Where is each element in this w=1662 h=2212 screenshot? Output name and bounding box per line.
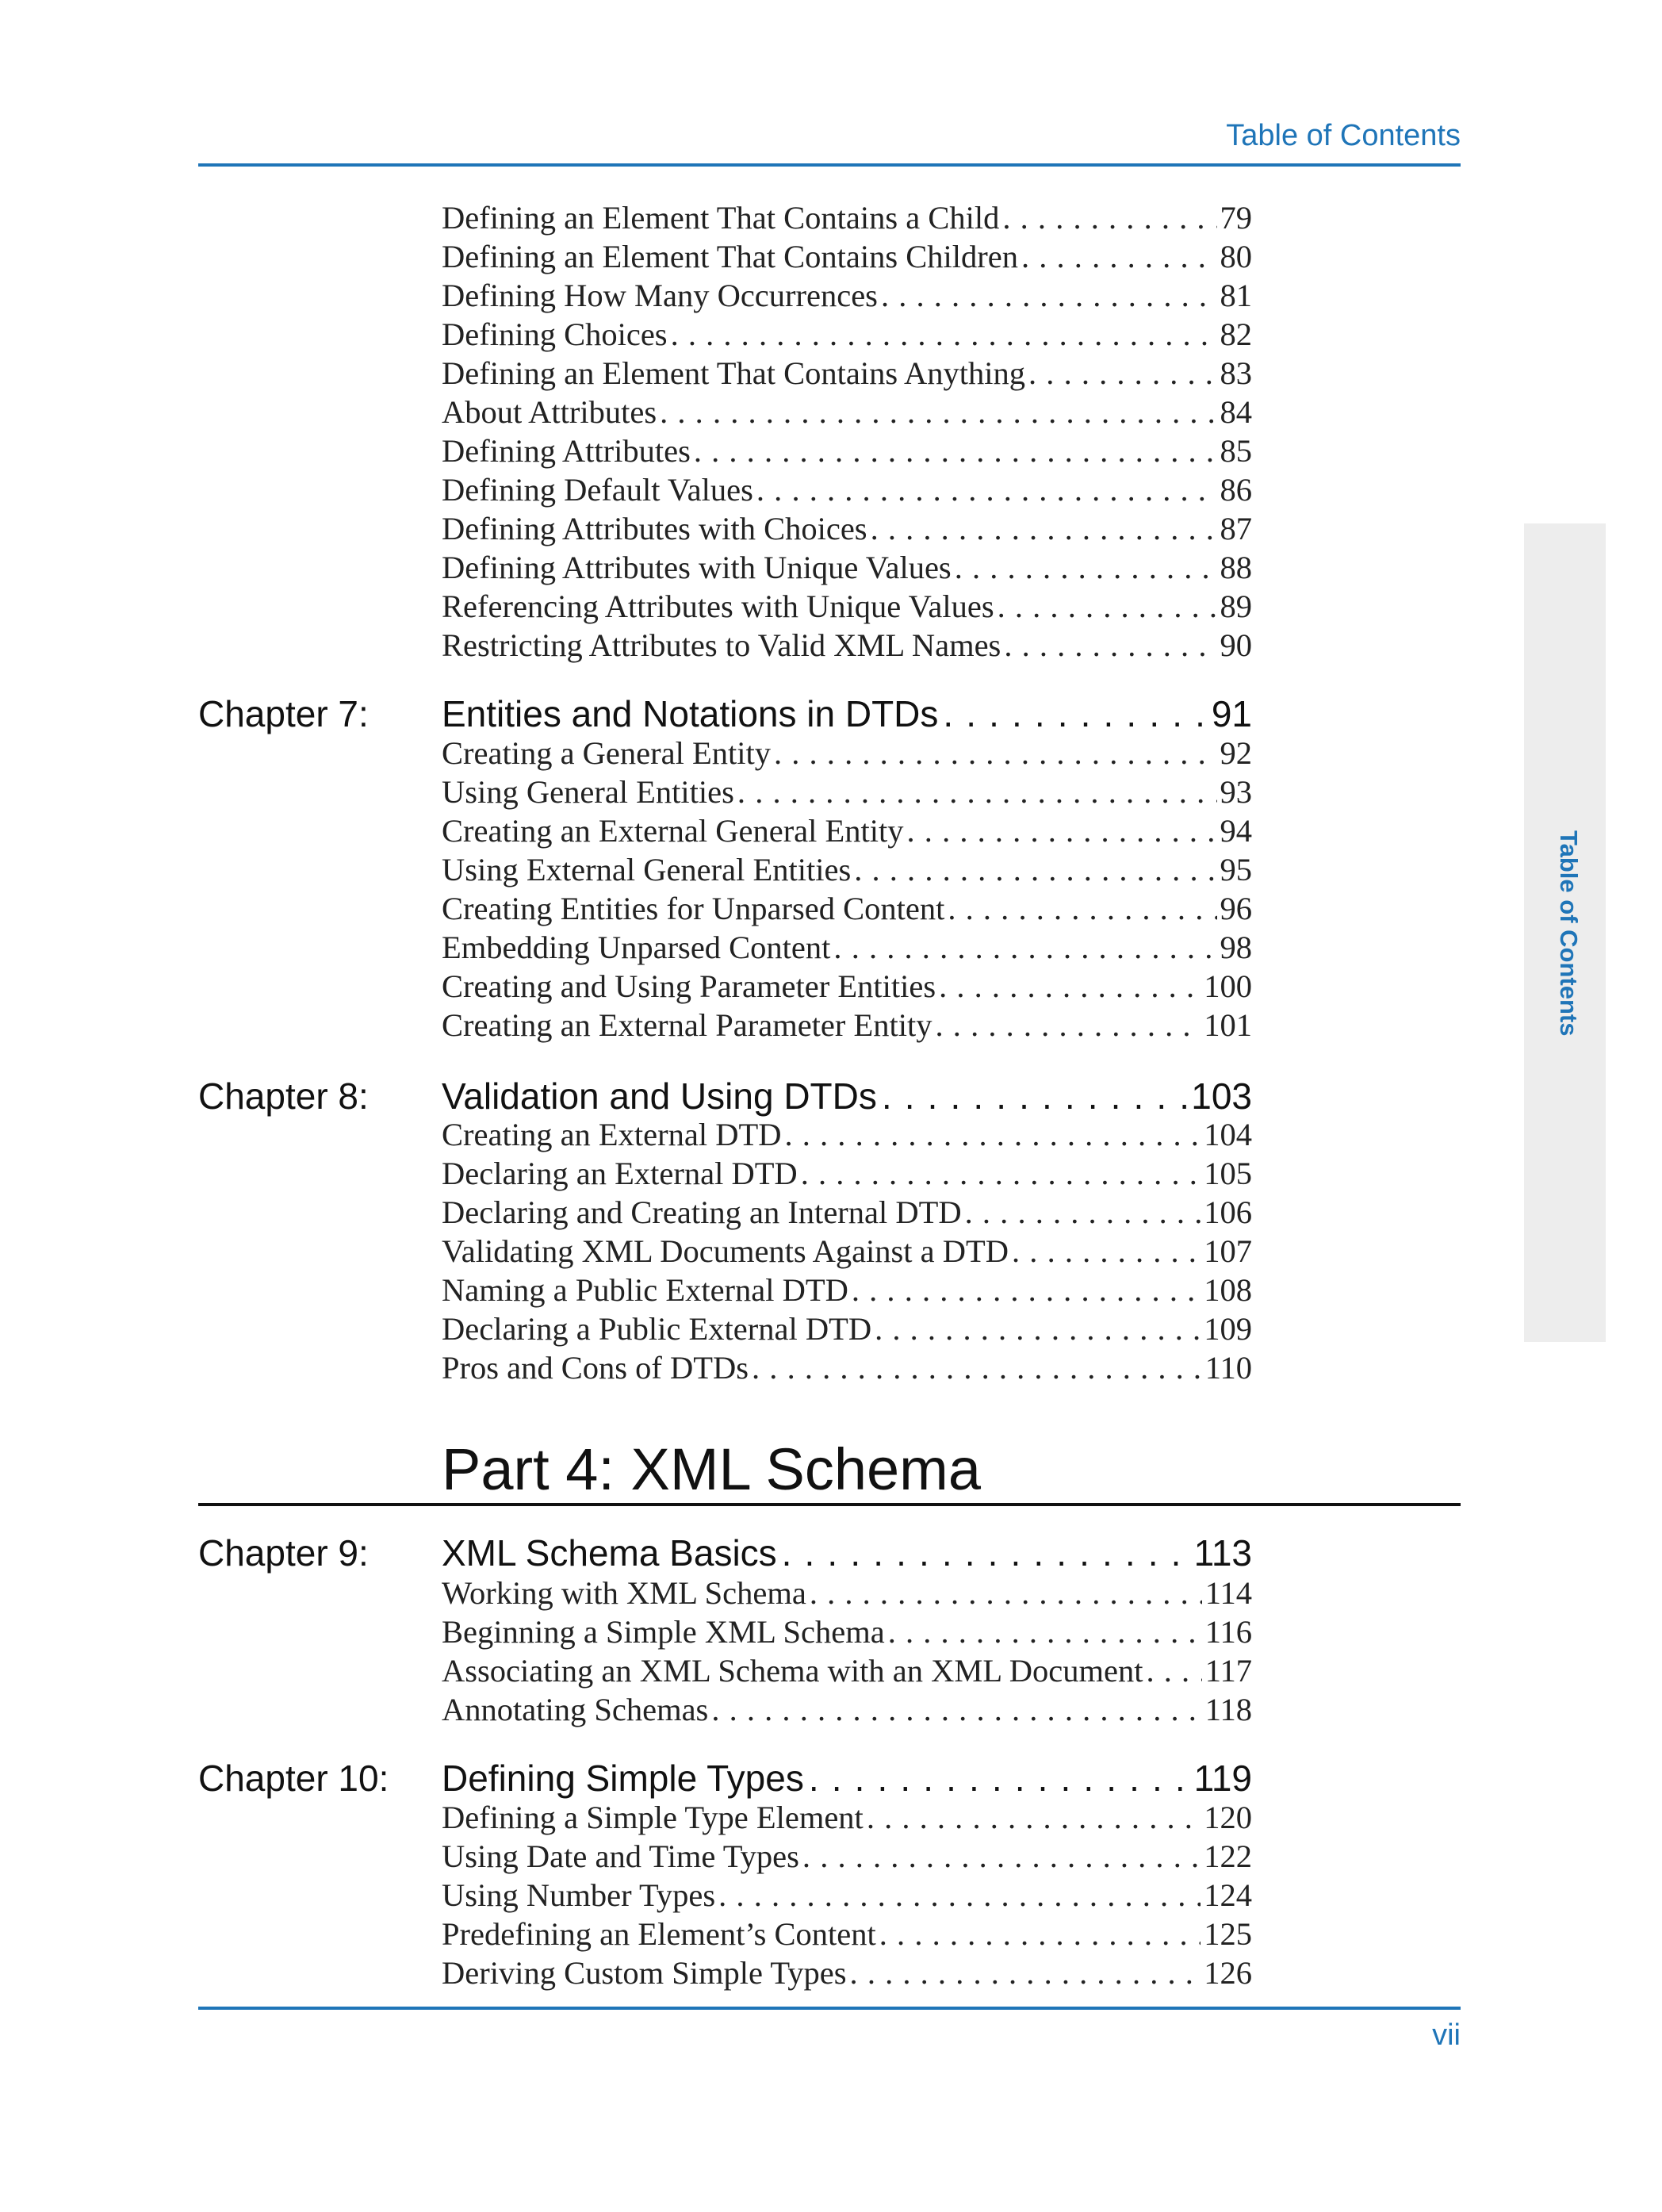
leader-dots [1004,627,1216,665]
entry-page: 98 [1220,930,1252,965]
leader-dots [854,851,1216,889]
leader-dots [943,690,1206,738]
leader-dots [694,432,1217,470]
leader-dots [711,1691,1201,1729]
entry-title: Defining an Element That Contains a Child [442,200,1000,236]
leader-dots [782,1529,1189,1577]
part-title[interactable]: Part 4: XML Schema [442,1436,981,1502]
entry-title: Restricting Attributes to Valid XML Names [442,627,1001,663]
toc-entry[interactable] [442,1349,1252,1387]
entry-page: 89 [1220,588,1252,624]
entry-title: Defining Attributes [442,433,691,469]
toc-entry[interactable] [442,238,1252,276]
entry-page: 100 [1204,968,1252,1004]
entry-title: Creating an External General Entity [442,813,904,849]
entry-title: Associating an XML Schema with an XML Document [442,1653,1143,1689]
entry-page: 86 [1220,472,1252,508]
chapter-heading[interactable] [442,1754,1252,1802]
entry-title: Working with XML Schema [442,1575,806,1611]
leader-dots [888,1613,1202,1651]
entry-title: Creating an External DTD [442,1117,782,1152]
entry-page: 96 [1220,891,1252,926]
leader-dots [879,1915,1201,1953]
running-header: Table of Contents [1226,119,1461,152]
entry-page: 114 [1204,1575,1252,1611]
toc-entry[interactable] [442,1271,1252,1309]
leader-dots [850,1954,1201,1992]
entry-title: Declaring an External DTD [442,1156,798,1191]
entry-page: 124 [1204,1877,1252,1913]
leader-dots [998,588,1217,626]
toc-entry[interactable] [442,510,1252,548]
entry-page: 101 [1204,1007,1252,1043]
toc-entry[interactable] [442,890,1252,928]
toc-entry[interactable] [442,432,1252,470]
entry-title: Creating and Using Parameter Entities [442,968,936,1004]
chapter-page: 91 [1211,693,1252,734]
entry-title: Defining Choices [442,316,668,352]
entry-title: Using External General Entities [442,852,852,887]
leader-dots [1012,1233,1201,1271]
chapter-heading[interactable] [442,1072,1252,1120]
entry-page: 110 [1204,1350,1252,1386]
entry-title: About Attributes [442,394,657,430]
entry-title: Using Date and Time Types [442,1838,799,1874]
toc-entry[interactable] [442,199,1252,237]
toc-entry[interactable] [442,1877,1252,1915]
entry-title: Defining How Many Occurrences [442,278,878,313]
toc-entry[interactable] [442,1006,1252,1045]
entry-title: Predefining an Element’s Content [442,1916,876,1952]
entry-title: Beginning a Simple XML Schema [442,1614,885,1650]
entry-page: 82 [1220,316,1252,352]
leader-dots [810,1574,1202,1612]
entry-title: Defining Default Values [442,472,753,508]
chapter-label: Chapter 10: [198,1758,389,1799]
leader-dots [867,1799,1201,1837]
entry-page: 122 [1204,1838,1252,1874]
toc-entry[interactable] [442,1915,1252,1953]
leader-dots [965,1194,1201,1232]
entry-title: Referencing Attributes with Unique Values [442,588,994,624]
toc-entry[interactable] [442,1613,1252,1651]
entry-title: Creating a General Entity [442,735,771,771]
entry-title: Validating XML Documents Against a DTD [442,1233,1009,1269]
entry-page: 87 [1220,511,1252,546]
chapter-label: Chapter 8: [198,1075,369,1117]
entry-title: Creating an External Parameter Entity [442,1007,932,1043]
toc-entry[interactable] [442,1652,1252,1690]
entry-page: 79 [1220,200,1252,236]
toc-entry[interactable] [442,1116,1252,1154]
toc-entry[interactable] [442,851,1252,889]
entry-page: 117 [1204,1653,1252,1689]
entry-page: 95 [1220,852,1252,887]
toc-entry[interactable] [442,627,1252,665]
toc-entry[interactable] [442,316,1252,354]
entry-title: Deriving Custom Simple Types [442,1955,847,1991]
leader-dots [1021,238,1217,276]
toc-entry[interactable] [442,471,1252,509]
leader-dots [660,393,1216,431]
entry-page: 94 [1220,813,1252,849]
entry-page: 81 [1220,278,1252,313]
leader-dots [737,773,1217,811]
leader-dots [784,1116,1201,1154]
leader-dots [1146,1652,1201,1690]
footer-rule [198,2007,1461,2010]
entry-title: Using Number Types [442,1877,716,1913]
toc-entry[interactable] [442,929,1252,967]
chapter-heading[interactable] [442,1529,1252,1577]
entry-page: 125 [1204,1916,1252,1952]
entry-title: Using General Entities [442,774,734,810]
chapter-label: Chapter 7: [198,693,369,734]
entry-page: 93 [1220,774,1252,810]
leader-dots [948,890,1216,928]
leader-dots [939,968,1201,1006]
chapter-page: 103 [1191,1075,1252,1117]
toc-entry[interactable] [442,1155,1252,1193]
entry-title: Defining Attributes with Choices [442,511,867,546]
entry-page: 90 [1220,627,1252,663]
chapter-title: XML Schema Basics [442,1532,777,1574]
toc-entry[interactable] [442,1799,1252,1837]
toc-entry[interactable] [442,968,1252,1006]
leader-dots [756,471,1217,509]
entry-page: 83 [1220,355,1252,391]
chapter-title: Defining Simple Types [442,1758,804,1799]
chapter-page: 113 [1193,1532,1252,1574]
entry-title: Embedding Unparsed Content [442,930,831,965]
entry-page: 107 [1204,1233,1252,1269]
entry-page: 120 [1204,1800,1252,1835]
leader-dots [718,1877,1201,1915]
entry-page: 92 [1220,735,1252,771]
leader-dots [833,929,1216,967]
entry-page: 118 [1204,1692,1252,1727]
header-rule [198,163,1461,167]
toc-entry[interactable] [442,588,1252,626]
entry-title: Declaring and Creating an Internal DTD [442,1194,962,1230]
leader-dots [752,1349,1202,1387]
toc-entry[interactable] [442,1954,1252,1992]
chapter-title: Validation and Using DTDs [442,1075,877,1117]
entry-page: 85 [1220,433,1252,469]
chapter-page: 119 [1193,1758,1252,1799]
leader-dots [882,1072,1186,1120]
leader-dots [852,1271,1201,1309]
entry-page: 126 [1204,1955,1252,1991]
toc-entry[interactable] [442,277,1252,315]
entry-page: 109 [1204,1311,1252,1347]
leader-dots [809,1754,1189,1802]
entry-page: 88 [1220,550,1252,585]
leader-dots [1002,199,1216,237]
toc-entry[interactable] [442,1194,1252,1232]
leader-dots [774,734,1217,772]
entry-title: Defining an Element That Contains Children [442,239,1018,274]
leader-dots [875,1310,1201,1348]
entry-page: 108 [1204,1272,1252,1308]
entry-page: 105 [1204,1156,1252,1191]
entry-page: 116 [1204,1614,1252,1650]
side-tab-label: Table of Contents [1555,830,1583,1037]
toc-entry[interactable] [442,1310,1252,1348]
entry-title: Naming a Public External DTD [442,1272,848,1308]
leader-dots [871,510,1217,548]
chapter-title: Entities and Notations in DTDs [442,693,939,734]
leader-dots [802,1838,1201,1876]
leader-dots [671,316,1217,354]
entry-page: 84 [1220,394,1252,430]
entry-title: Defining Attributes with Unique Values [442,550,952,585]
entry-title: Declaring a Public External DTD [442,1311,872,1347]
entry-title: Defining a Simple Type Element [442,1800,864,1835]
chapter-label: Chapter 9: [198,1532,369,1574]
entry-page: 104 [1204,1117,1252,1152]
leader-dots [881,277,1217,315]
toc-entry[interactable] [442,773,1252,811]
toc-entry[interactable] [442,734,1252,772]
toc-entry[interactable] [442,1574,1252,1612]
toc-entry[interactable] [442,355,1252,393]
leader-dots [1028,355,1216,393]
page-number: vii [1432,2018,1461,2052]
chapter-heading[interactable] [442,690,1252,738]
leader-dots [907,812,1217,850]
entry-page: 80 [1220,239,1252,274]
toc-entry[interactable] [442,1838,1252,1876]
leader-dots [936,1006,1201,1045]
toc-entry[interactable] [442,1233,1252,1271]
leader-dots [955,549,1217,587]
entry-page: 106 [1204,1194,1252,1230]
toc-entry[interactable] [442,1691,1252,1729]
entry-title: Defining an Element That Contains Anything [442,355,1026,391]
entry-title: Pros and Cons of DTDs [442,1350,749,1386]
entry-title: Annotating Schemas [442,1692,709,1727]
leader-dots [801,1155,1201,1193]
toc-entry[interactable] [442,812,1252,850]
part-rule [198,1503,1461,1506]
toc-entry[interactable] [442,549,1252,587]
toc-entry[interactable] [442,393,1252,431]
entry-title: Creating Entities for Unparsed Content [442,891,945,926]
